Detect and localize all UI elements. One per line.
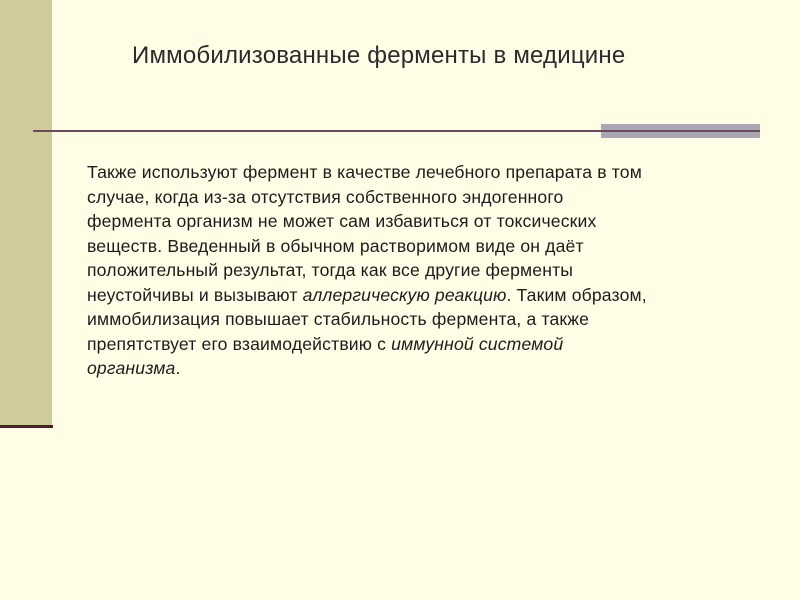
left-accent-bar	[0, 0, 52, 426]
left-accent-bar-underline	[0, 425, 53, 428]
title-divider-block-edge	[601, 130, 760, 132]
body-line	[87, 332, 777, 357]
body-text-run: неустойчивы и вызывают	[87, 284, 303, 305]
slide-body	[87, 160, 777, 381]
body-text-run: .	[175, 358, 181, 378]
body-text-run: препятствует его взаимодействию с	[87, 333, 392, 354]
body-line: Также используют фермент в качестве лечебного препарата в том	[87, 162, 642, 182]
emphasis-organism: организма	[87, 358, 176, 378]
body-line	[87, 283, 777, 308]
body-line: фермента организм не может сам избавиться от токсических	[87, 211, 597, 231]
body-line: случае, когда из-за отсутствия собственного эндогенного	[87, 186, 564, 207]
body-line: веществ. Введенный в обычном растворимом виде он даёт	[87, 235, 584, 256]
slide-title: Иммобилизованные ферменты в медицине	[132, 42, 626, 69]
body-text-run: . Таким образом,	[506, 284, 647, 305]
emphasis-allergic-reaction: аллергическую реакцию	[302, 284, 507, 305]
title-divider-line	[33, 130, 603, 132]
emphasis-immune-system: иммунной системой	[391, 333, 564, 354]
body-line: положительный результат, тогда как все другие ферменты	[87, 260, 574, 280]
body-line: иммобилизация повышает стабильность фермента, а также	[87, 309, 590, 329]
body-line	[87, 356, 777, 381]
